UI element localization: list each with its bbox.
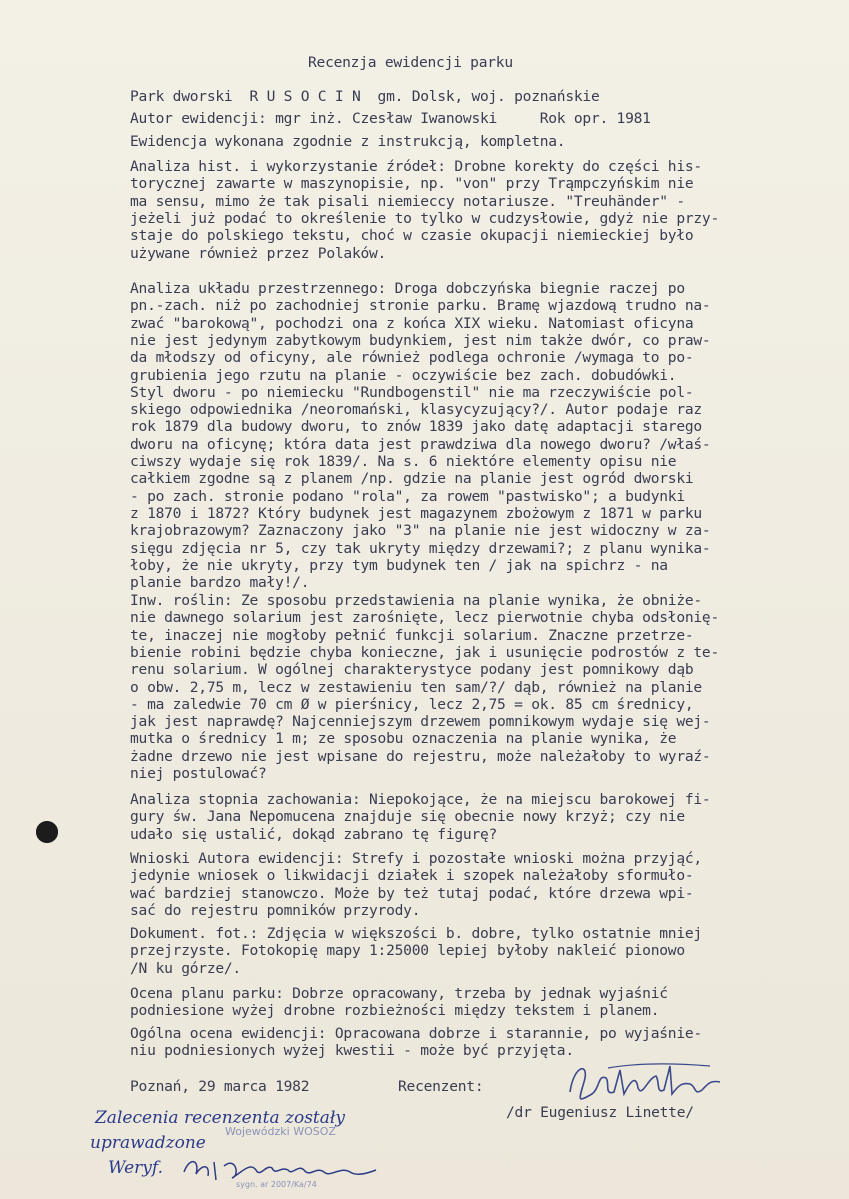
handwritten-note-line1: Zalecenia recenzenta zostały: [95, 1108, 346, 1128]
footer-place-date: Poznań, 29 marca 1982: [130, 1078, 310, 1095]
paragraph-2-line: planie bardzo mały!/.: [130, 574, 310, 592]
paragraph-2-line: da młodszy od oficyny, ale również podlega ochronie /wymaga to po-: [130, 349, 694, 367]
paragraph-4-line: udało się ustalić, dokąd zabrano tę figurę?: [130, 825, 498, 843]
paragraph-2-line: - po zach. stronie podano "rola", za rowem "pastwisko"; a budynki: [130, 487, 685, 505]
paragraph-3-line: te, inaczej nie mogłoby pełnić funkcji solarium. Znaczne przetrze-: [130, 626, 694, 644]
paragraph-5-line: sać do rejestru pomników przyrody.: [130, 901, 421, 919]
archive-stamp-line1: Wojewódzki WOSOZ: [225, 1125, 336, 1138]
paragraph-3-line: nie dawnego solarium jest zarośnięte, lecz pierwotnie chyba odsłonię-: [130, 609, 719, 627]
paragraph-2-line: krajobrazowym? Zaznaczony jako "3" na planie nie jest widoczny w za-: [130, 522, 711, 540]
handwritten-note-line3: Weryf.: [108, 1158, 163, 1178]
paragraph-3-line: renu solarium. W ogólnej charakterystyce podany jest pomnikowy dąb: [130, 661, 694, 679]
paragraph-4-line: gury św. Jana Nepomucena znajduje się obecnie nowy krzyż; czy nie: [130, 808, 685, 826]
header-author-line: Autor ewidencji: mgr inż. Czesław Iwanowski Rok opr. 1981: [130, 110, 651, 127]
archive-stamp-line2: sygn. ar 2007/Ka/74: [236, 1180, 317, 1189]
paragraph-2-line: rok 1879 dla budowy dworu, to znów 1839 jako datę adaptacji starego: [130, 418, 702, 436]
paragraph-3-line: Inw. roślin: Ze sposobu przedstawienia na planie wynika, że obniże-: [130, 592, 702, 609]
paragraph-7-line: podniesione wyżej drobne rozbieżności między tekstem i planem.: [130, 1002, 660, 1020]
document-title: Recenzja ewidencji parku: [308, 54, 513, 71]
paragraph-2-line: sięgu zdjęcia nr 5, czy tak ukryty między drzewami?; z planu wynika-: [130, 539, 711, 557]
handwritten-note-line2: uprawadzone: [90, 1133, 206, 1153]
paragraph-2-line: grubienia jego rzutu na planie - oczywiście bez zach. dobudówki.: [130, 366, 677, 384]
paragraph-2-line: zwać "barokową", pochodzi ona z końca XIX wieku. Natomiast oficyna: [130, 314, 694, 332]
paragraph-2-line: z 1870 i 1872? Który budynek jest magazynem zbożowym z 1871 w parku: [130, 504, 702, 522]
paragraph-2-line: ciwszy wydaje się rok 1839/. Na s. 6 niektóre elementy opisu nie: [130, 453, 677, 470]
reviewer-signature: [560, 1052, 730, 1112]
paragraph-7-line: Ocena planu parku: Dobrze opracowany, trzeba by jednak wyjaśnić: [130, 985, 668, 1002]
paragraph-3-line: jak jest naprawdę? Najcenniejszym drzewem pomnikowym wydaje się wej-: [130, 713, 711, 731]
paragraph-3-line: o obw. 2,75 m, lecz w zestawieniu ten sam/?/ dąb, również na planie: [130, 678, 702, 696]
paragraph-2-line: pn.-zach. niż po zachodniej stronie parku. Bramę wjazdową trudno na-: [130, 297, 711, 315]
paragraph-1-line: ma sensu, mimo że tak pisali niemieccy notariusze. "Treuhänder" -: [130, 192, 685, 210]
footer-reviewer-label: Recenzent:: [398, 1078, 484, 1095]
paragraph-6-line: /N ku górze/.: [130, 959, 241, 977]
paragraph-6-line: przejrzyste. Fotokopię mapy 1:25000 lepiej byłoby nakleić pionowo: [130, 942, 685, 960]
footer-reviewer-name: /dr Eugeniusz Linette/: [506, 1104, 694, 1121]
paragraph-1-line: jeżeli już podać to określenie to tylko w cudzysłowie, gdyż nie przy-: [130, 209, 719, 227]
header-status-line: Ewidencja wykonana zgodnie z instrukcją, kompletna.: [130, 133, 566, 150]
paragraph-5-line: jedynie wniosek o likwidacji działek i szopek należałoby sformuło-: [130, 867, 694, 885]
paragraph-8-line: Ogólna ocena ewidencji: Opracowana dobrze i starannie, po wyjaśnie-: [130, 1025, 702, 1042]
paragraph-1-line: torycznej zawarte w maszynopisie, np. "von" przy Trąmpczyńskim nie: [130, 175, 694, 193]
paragraph-2-line: całkiem zgodne są z planem /np. gdzie na planie jest ogród dworski: [130, 470, 694, 488]
paragraph-1-line: używane również przez Polaków.: [130, 244, 387, 262]
paragraph-8-line: niu podniesionych wyżej kwestii - może być przyjęta.: [130, 1042, 574, 1060]
paragraph-4-line: Analiza stopnia zachowania: Niepokojące, że na miejscu barokowej fi-: [130, 791, 711, 808]
paragraph-1-line: staje do polskiego tekstu, choć w czasie okupacji niemieckiej było: [130, 227, 694, 245]
paragraph-2-line: Styl dworu - po niemiecku "Rundbogenstil" nie ma rzeczywiście pol-: [130, 383, 694, 401]
paragraph-3-line: niej postulować?: [130, 765, 267, 782]
header-park-line: Park dworski R U S O C I N gm. Dolsk, woj. poznańskie: [130, 88, 600, 105]
paragraph-6-line: Dokument. fot.: Zdjęcia w większości b. dobre, tylko ostatnie mniej: [130, 925, 702, 942]
paragraph-3-line: żadne drzewo nie jest wpisane do rejestru, może należałoby to wyraź-: [130, 747, 711, 765]
paragraph-2-line: skiego odpowiednika /neoromański, klasycyzujący?/. Autor podaje raz: [130, 401, 702, 419]
paragraph-5-line: Wnioski Autora ewidencji: Strefy i pozostałe wnioski można przyjąć,: [130, 850, 702, 867]
paragraph-3-line: - ma zaledwie 70 cm Ø w pierśnicy, lecz 2,75 = ok. 85 cm średnicy,: [130, 695, 694, 713]
paragraph-2-line: łoby, że nie ukryty, przy tym budynek ten / jak na spichrz - na: [130, 556, 668, 574]
paragraph-5-line: wać bardziej stanowczo. Może by też tutaj podać, które drzewa wpi-: [130, 884, 694, 902]
paragraph-3-line: bienie robini będzie chyba konieczne, jak i usunięcie podrostów z te-: [130, 643, 719, 661]
paragraph-2-line: Analiza układu przestrzennego: Droga dobczyńska biegnie raczej po: [130, 280, 685, 297]
paragraph-2-line: dworu na oficynę; która data jest prawdziwa dla nowego dworu? /właś-: [130, 435, 711, 453]
paragraph-1-line: Analiza hist. i wykorzystanie źródeł: Drobne korekty do części his-: [130, 158, 702, 175]
punch-hole-middle: [36, 821, 58, 843]
paragraph-3-line: mutka o średnicy 1 m; ze sposobu oznaczenia na planie wynika, że: [130, 730, 677, 748]
paragraph-2-line: nie jest jedynym zabytkowym budynkiem, jest nim także dwór, co praw-: [130, 331, 711, 349]
